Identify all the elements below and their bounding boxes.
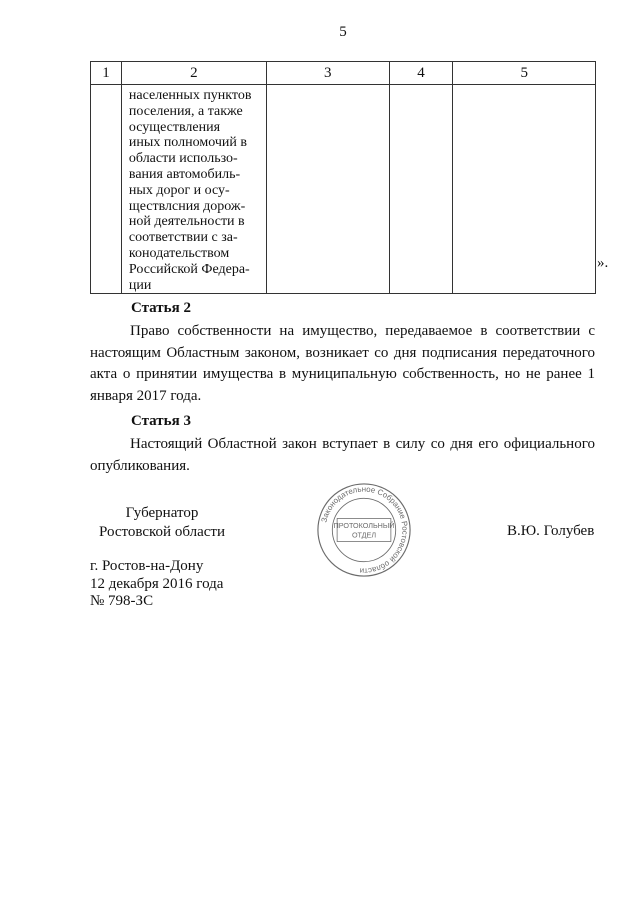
cell-line: конодательством xyxy=(128,245,230,261)
table-cell xyxy=(453,85,596,294)
cell-line: ции xyxy=(128,277,152,293)
article-3-text: Настоящий Областной закон вступает в силу со дня его официального опубликования. xyxy=(90,436,595,474)
article-2-heading: Статья 2 xyxy=(131,300,191,316)
official-seal xyxy=(316,482,412,578)
column-header: 5 xyxy=(453,62,596,85)
place-of-signing: г. Ростов-на-Дону xyxy=(90,558,204,574)
page-number: 5 xyxy=(339,24,347,40)
seal-center-line: ОТДЕЛ xyxy=(351,530,377,540)
cell-line: поселения, а также xyxy=(128,103,243,119)
column-header: 1 xyxy=(91,62,122,85)
table-header-row xyxy=(91,62,596,85)
law-number: № 798-ЗС xyxy=(90,593,154,609)
cell-line: населенных пунктов xyxy=(128,88,252,103)
cell-line: соответствии с за- xyxy=(128,230,238,246)
cell-line: ществлсния дорож- xyxy=(128,198,246,214)
column-header: 4 xyxy=(389,62,453,85)
table-cell xyxy=(91,85,122,294)
article-2-text: Право собственности на имущество, передаваемое в соответствии с настоящим Областным законом, возникает со дня подписания передаточного акта о принятии имущества в муниципальную собственность, но не ранее 1 января 2017 года. xyxy=(90,323,595,404)
closing-quote: ». xyxy=(597,255,609,271)
signatory-title xyxy=(92,504,232,542)
seal-center-line: ПРОТОКОЛЬНЫЙ xyxy=(333,521,395,531)
continuation-table xyxy=(90,61,596,294)
column-header: 3 xyxy=(266,62,389,85)
seal-ring-text: Законодательное Собрание Ростовской области xyxy=(319,484,410,576)
date-of-signing: 12 декабря 2016 года xyxy=(90,575,224,592)
column-header: 2 xyxy=(121,62,266,85)
signatory-title-line: Ростовской области xyxy=(99,524,225,540)
cell-line: иных полномочий в xyxy=(128,135,247,151)
article-3-heading: Статья 3 xyxy=(131,413,191,429)
table-row xyxy=(91,85,596,294)
cell-line: осуществления xyxy=(128,119,221,135)
cell-line: вания автомобиль- xyxy=(128,166,241,182)
cell-line: области использо- xyxy=(128,151,238,167)
signatory-title-line: Губернатор xyxy=(125,505,199,521)
cell-text-block xyxy=(122,85,266,293)
signatory-name: В.Ю. Голубев xyxy=(507,523,595,539)
cell-line: Российской Федера- xyxy=(128,261,250,277)
cell-line: ных дорог и осу- xyxy=(128,182,230,198)
document-details xyxy=(90,558,223,611)
cell-line: ной деятельности в xyxy=(128,214,245,230)
table-cell xyxy=(266,85,389,294)
table-cell xyxy=(389,85,453,294)
table-cell xyxy=(121,85,266,294)
